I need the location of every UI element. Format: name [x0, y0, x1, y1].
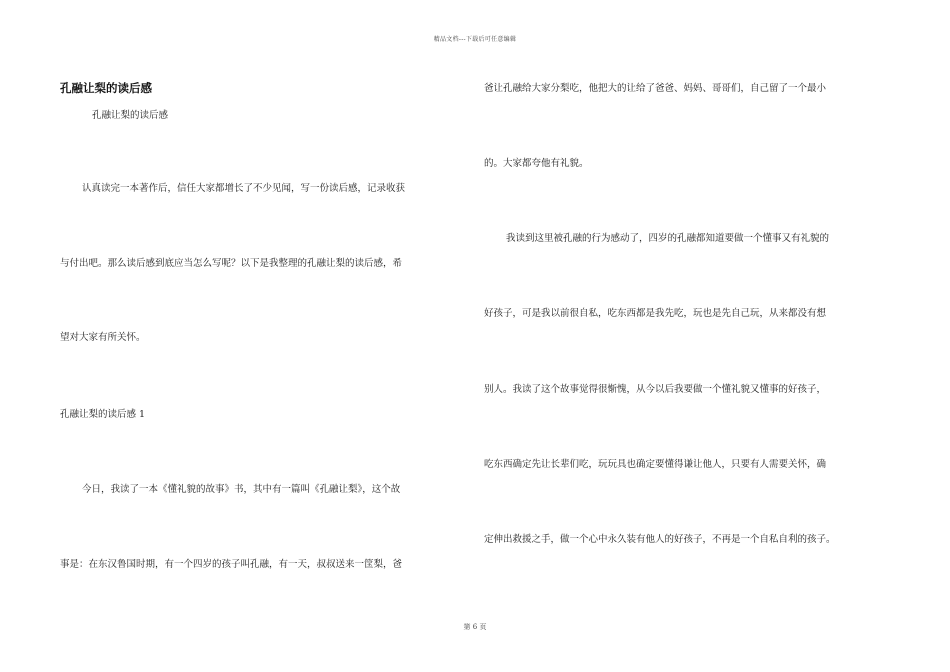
paragraph-line: 认真读完一本著作后，信任大家都增长了不少见闻，写一份读后感，记录收获: [82, 183, 406, 194]
paragraph-line: 望对大家有所关怀。: [60, 332, 146, 343]
paragraph-line: 爸让孔融给大家分梨吃，他把大的让给了爸爸、妈妈、哥哥们，自己留了一个最小: [484, 83, 827, 94]
paragraph-line: 与付出吧。那么读后感到底应当怎么写呢？以下是我整理的孔融让梨的读后感，希: [60, 258, 403, 269]
paragraph-line: 我读到这里被孔融的行为感动了，四岁的孔融都知道要做一个懂事又有礼貌的: [506, 233, 830, 244]
paragraph-line: 今日，我读了一本《懂礼貌的故事》书，其中有一篇叫《孔融让梨》，这个故: [82, 484, 401, 495]
paragraph-line: 吃东西确定先让长辈们吃，玩玩具也确定要懂得谦让他人，只要有人需要关怀，确: [484, 459, 827, 470]
paragraph-line: 的。大家都夸他有礼貌。: [484, 158, 589, 169]
paragraph-line: 事是：在东汉鲁国时期，有一个四岁的孩子叫孔融，有一天，叔叔送来一筐梨，爸: [60, 559, 403, 570]
paragraph-line: 好孩子，可是我以前很自私，吃东西都是我先吃，玩也是先自己玩，从来都没有想: [484, 308, 827, 319]
document-title: 孔融让梨的读后感: [60, 81, 152, 95]
paragraph-line: 定伸出救援之手，做一个心中永久装有他人的好孩子，不再是一个自私自利的孩子。: [484, 534, 836, 545]
section-heading: 孔融让梨的读后感 1: [60, 409, 146, 420]
page-header: 精品文档---下载后可任意编辑: [433, 36, 517, 43]
paragraph-line: 别人。我读了这个故事觉得很惭愧，从今以后我要做一个懂礼貌又懂事的好孩子，: [484, 384, 827, 395]
page-footer: 第 6 页: [463, 623, 487, 631]
subtitle-line: 孔融让梨的读后感: [92, 110, 169, 121]
